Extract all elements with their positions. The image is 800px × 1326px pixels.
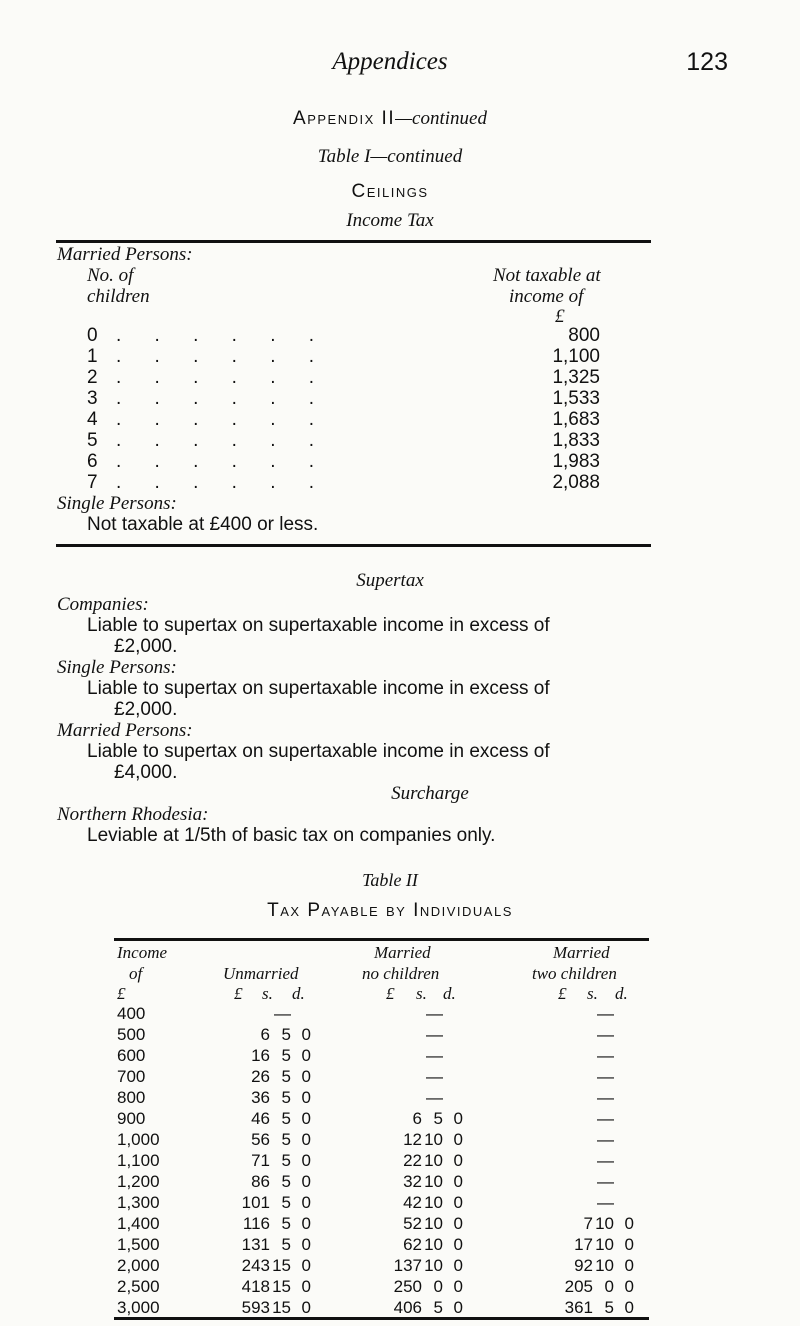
t2-married-two-h2: two children xyxy=(532,964,617,983)
supertax-married-text-1: Liable to supertax on supertaxable income in excess of xyxy=(87,741,550,762)
rule-top-table1 xyxy=(56,240,651,243)
table2-unmarried-1-1: 5 xyxy=(281,1025,291,1044)
table2-unmarried-6-0: 56 xyxy=(251,1130,270,1149)
table2-income-12: 2,000 xyxy=(117,1256,160,1275)
companies-text-2: £2,000. xyxy=(114,636,178,657)
table2-unmarried-2-0: 16 xyxy=(251,1046,270,1065)
t2-married-no-h2: no children xyxy=(362,964,440,983)
table1-amount-0: 800 xyxy=(568,325,600,346)
table2-unmarried-6-2: 0 xyxy=(301,1130,311,1149)
table1-children-7: 7 xyxy=(87,472,98,493)
running-header xyxy=(0,48,800,88)
supertax-single-text-2: £2,000. xyxy=(114,699,178,720)
t2-unit-mn-pound: £ xyxy=(386,984,395,1003)
table2-income-11: 1,500 xyxy=(117,1235,160,1254)
table2-unmarried-12-2: 0 xyxy=(301,1256,311,1275)
table2-unmarried-10-0: 116 xyxy=(242,1214,270,1233)
table2-unmarried-6-1: 5 xyxy=(281,1130,291,1149)
table2-married-two-10-0: 7 xyxy=(583,1214,593,1233)
table2-married-no-5-1: 5 xyxy=(433,1109,443,1128)
table2-married-no-13-1: 0 xyxy=(433,1277,443,1296)
table2-married-no-10-1: 10 xyxy=(424,1214,443,1233)
running-title: Appendices xyxy=(332,48,448,75)
table2-married-two-5-0: — xyxy=(597,1109,614,1128)
table2-income-3: 700 xyxy=(117,1067,146,1086)
table2-unmarried-2-1: 5 xyxy=(281,1046,291,1065)
dot-leader: . . . . . . xyxy=(116,346,329,367)
table1-amount-2: 1,325 xyxy=(552,367,600,388)
table2-married-two-9-0: — xyxy=(597,1193,614,1212)
table1-amount-1: 1,100 xyxy=(552,346,600,367)
t2-unit-income-pound: £ xyxy=(117,984,126,1003)
table2-income-9: 1,300 xyxy=(117,1193,160,1212)
table1-children-5: 5 xyxy=(87,430,98,451)
table1-amount-7: 2,088 xyxy=(552,472,600,493)
currency-label: £ xyxy=(555,306,565,327)
table2-unmarried-7-0: 71 xyxy=(251,1151,270,1170)
col-children-2: children xyxy=(87,286,150,307)
table2-title: Table II xyxy=(362,870,418,890)
table1-amount-5: 1,833 xyxy=(552,430,600,451)
rule-bottom-table2 xyxy=(114,1317,649,1320)
table2-married-no-8-2: 0 xyxy=(453,1172,463,1191)
table2-unmarried-3-0: 26 xyxy=(251,1067,270,1086)
table2-income-8: 1,200 xyxy=(117,1172,160,1191)
appendix-heading xyxy=(0,108,780,130)
table2-married-two-8-0: — xyxy=(597,1172,614,1191)
table2-unmarried-7-2: 0 xyxy=(301,1151,311,1170)
single-persons-text: Not taxable at £400 or less. xyxy=(87,514,319,535)
table2-married-two-13-0: 205 xyxy=(564,1277,593,1296)
table2-married-no-13-2: 0 xyxy=(453,1277,463,1296)
table2-married-two-14-1: 5 xyxy=(604,1298,614,1317)
table2-married-no-11-1: 10 xyxy=(424,1235,443,1254)
rule-bottom-table1 xyxy=(56,544,651,547)
table2-married-no-11-2: 0 xyxy=(453,1235,463,1254)
table2-married-two-4-0: — xyxy=(597,1088,614,1107)
t2-unit-um-s: s. xyxy=(262,984,273,1003)
table2-married-no-12-0: 137 xyxy=(393,1256,422,1275)
supertax-single-text-1: Liable to supertax on supertaxable income in excess of xyxy=(87,678,550,699)
table1-subsubtitle: Income Tax xyxy=(346,210,434,231)
supertax-single-label: Single Persons: xyxy=(57,657,177,678)
table2-unmarried-0-0: — xyxy=(274,1004,291,1023)
appendix-heading-main: Appendix II xyxy=(293,108,396,129)
dot-leader: . . . . . . xyxy=(116,325,329,346)
table2-married-no-7-0: 22 xyxy=(403,1151,422,1170)
table2-unmarried-11-2: 0 xyxy=(301,1235,311,1254)
table2-income-0: 400 xyxy=(117,1004,146,1023)
married-persons-label: Married Persons: xyxy=(57,244,193,265)
table2-income-10: 1,400 xyxy=(117,1214,160,1233)
table2-married-no-9-1: 10 xyxy=(424,1193,443,1212)
table2-unmarried-11-1: 5 xyxy=(281,1235,291,1254)
table2-married-two-14-0: 361 xyxy=(564,1298,593,1317)
table2-unmarried-5-1: 5 xyxy=(281,1109,291,1128)
t2-unmarried-h: Unmarried xyxy=(223,964,299,983)
table1-title: Table I—continued xyxy=(317,146,463,167)
table1-amount-4: 1,683 xyxy=(552,409,600,430)
table2-income-13: 2,500 xyxy=(117,1277,160,1296)
table2-married-two-10-1: 10 xyxy=(595,1214,614,1233)
supertax-married-text-2: £4,000. xyxy=(114,762,178,783)
northern-rhodesia-label: Northern Rhodesia: xyxy=(57,804,209,825)
table2-unmarried-14-1: 15 xyxy=(272,1298,291,1317)
table2-unmarried-13-1: 15 xyxy=(272,1277,291,1296)
table2-married-no-3-0: — xyxy=(426,1067,443,1086)
table2-married-no-14-2: 0 xyxy=(453,1298,463,1317)
table2-married-two-11-1: 10 xyxy=(595,1235,614,1254)
table2-married-no-1-0: — xyxy=(426,1025,443,1044)
supertax-title: Supertax xyxy=(356,570,424,591)
t2-income-h2: of xyxy=(129,964,143,983)
table2-married-two-11-2: 0 xyxy=(624,1235,634,1254)
table1-children-2: 2 xyxy=(87,367,98,388)
table2-married-no-12-2: 0 xyxy=(453,1256,463,1275)
single-persons-label: Single Persons: xyxy=(57,493,177,514)
table2-married-two-7-0: — xyxy=(597,1151,614,1170)
table2-unmarried-12-0: 243 xyxy=(241,1256,270,1275)
table2-unmarried-7-1: 5 xyxy=(281,1151,291,1170)
table2-unmarried-4-1: 5 xyxy=(281,1088,291,1107)
table2-married-two-10-2: 0 xyxy=(624,1214,634,1233)
t2-unit-um-d: d. xyxy=(292,984,305,1003)
dot-leader: . . . . . . xyxy=(116,472,329,493)
table2-income-2: 600 xyxy=(117,1046,146,1065)
col-income-1: Not taxable at xyxy=(493,265,601,286)
table1-children-4: 4 xyxy=(87,409,98,430)
table2-married-no-9-2: 0 xyxy=(453,1193,463,1212)
appendix-heading-cont: —continued xyxy=(395,108,487,129)
table2-unmarried-9-0: 101 xyxy=(241,1193,270,1212)
table1-children-6: 6 xyxy=(87,451,98,472)
table2-married-no-8-1: 10 xyxy=(424,1172,443,1191)
table2-married-no-2-0: — xyxy=(426,1046,443,1065)
companies-text-1: Liable to supertax on supertaxable income in excess of xyxy=(87,615,550,636)
table2-married-two-13-1: 0 xyxy=(604,1277,614,1296)
table2-unmarried-12-1: 15 xyxy=(272,1256,291,1275)
table2-married-no-10-2: 0 xyxy=(453,1214,463,1233)
table1-children-0: 0 xyxy=(87,325,98,346)
table2-unmarried-5-0: 46 xyxy=(251,1109,270,1128)
t2-unit-mn-d: d. xyxy=(443,984,456,1003)
table2-married-no-14-1: 5 xyxy=(433,1298,443,1317)
table2-married-two-3-0: — xyxy=(597,1067,614,1086)
table2-unmarried-13-0: 418 xyxy=(241,1277,270,1296)
table2-income-6: 1,000 xyxy=(117,1130,160,1149)
rule-top-table2 xyxy=(114,938,649,941)
table2-unmarried-14-0: 593 xyxy=(241,1298,270,1317)
table2-married-two-1-0: — xyxy=(597,1025,614,1044)
t2-unit-mt-s: s. xyxy=(587,984,598,1003)
table2-married-two-14-2: 0 xyxy=(624,1298,634,1317)
surcharge-title: Surcharge xyxy=(391,783,469,804)
t2-married-two-h1: Married xyxy=(553,943,610,962)
table2-unmarried-5-2: 0 xyxy=(301,1109,311,1128)
companies-label: Companies: xyxy=(57,594,149,615)
table2-married-no-4-0: — xyxy=(426,1088,443,1107)
table2-married-two-11-0: 17 xyxy=(574,1235,593,1254)
table2-income-1: 500 xyxy=(117,1025,146,1044)
table2-married-no-5-2: 0 xyxy=(453,1109,463,1128)
table2-unmarried-1-2: 0 xyxy=(301,1025,311,1044)
table2-unmarried-13-2: 0 xyxy=(301,1277,311,1296)
table2-married-no-6-0: 12 xyxy=(403,1130,422,1149)
table2-married-two-6-0: — xyxy=(597,1130,614,1149)
table2-married-no-6-1: 10 xyxy=(424,1130,443,1149)
table2-married-two-12-0: 92 xyxy=(574,1256,593,1275)
table2-unmarried-8-1: 5 xyxy=(281,1172,291,1191)
page-number: 123 xyxy=(686,48,728,76)
table2-unmarried-10-1: 5 xyxy=(281,1214,291,1233)
table2-married-no-10-0: 52 xyxy=(403,1214,422,1233)
table2-married-no-13-0: 250 xyxy=(393,1277,422,1296)
table1-children-3: 3 xyxy=(87,388,98,409)
table1-subtitle: Ceilings xyxy=(351,181,429,202)
table2-married-no-5-0: 6 xyxy=(412,1109,422,1128)
table2-married-two-2-0: — xyxy=(597,1046,614,1065)
t2-unit-um-pound: £ xyxy=(234,984,243,1003)
dot-leader: . . . . . . xyxy=(116,409,329,430)
table1-children-1: 1 xyxy=(87,346,98,367)
dot-leader: . . . . . . xyxy=(116,367,329,388)
dot-leader: . . . . . . xyxy=(116,451,329,472)
table2-unmarried-1-0: 6 xyxy=(260,1025,270,1044)
supertax-married-label: Married Persons: xyxy=(57,720,193,741)
table2-unmarried-4-0: 36 xyxy=(251,1088,270,1107)
table2-married-no-12-1: 10 xyxy=(424,1256,443,1275)
table2-unmarried-9-2: 0 xyxy=(301,1193,311,1212)
table2-married-no-6-2: 0 xyxy=(453,1130,463,1149)
table2-married-no-14-0: 406 xyxy=(393,1298,422,1317)
dot-leader: . . . . . . xyxy=(116,388,329,409)
table2-subtitle: Tax Payable by Individuals xyxy=(267,900,513,921)
t2-married-no-h1: Married xyxy=(374,943,431,962)
col-income-2: income of xyxy=(509,286,584,307)
table1-amount-6: 1,983 xyxy=(552,451,600,472)
table1-amount-3: 1,533 xyxy=(552,388,600,409)
table2-unmarried-3-2: 0 xyxy=(301,1067,311,1086)
col-children-1: No. of xyxy=(87,265,134,286)
dot-leader: . . . . . . xyxy=(116,430,329,451)
table2-unmarried-4-2: 0 xyxy=(301,1088,311,1107)
table2-married-no-0-0: — xyxy=(426,1004,443,1023)
table2-unmarried-3-1: 5 xyxy=(281,1067,291,1086)
table2-married-no-7-2: 0 xyxy=(453,1151,463,1170)
t2-unit-mt-d: d. xyxy=(615,984,628,1003)
table2-married-no-7-1: 10 xyxy=(424,1151,443,1170)
table2-unmarried-9-1: 5 xyxy=(281,1193,291,1212)
table2-unmarried-10-2: 0 xyxy=(301,1214,311,1233)
table2-married-no-9-0: 42 xyxy=(403,1193,422,1212)
table2-married-two-0-0: — xyxy=(597,1004,614,1023)
table2-unmarried-14-2: 0 xyxy=(301,1298,311,1317)
table2-married-two-13-2: 0 xyxy=(624,1277,634,1296)
table2-income-5: 900 xyxy=(117,1109,146,1128)
t2-income-h1: Income xyxy=(117,943,168,962)
table2-unmarried-11-0: 131 xyxy=(241,1235,270,1254)
table2-unmarried-8-2: 0 xyxy=(301,1172,311,1191)
table2-married-no-8-0: 32 xyxy=(403,1172,422,1191)
table2-married-no-11-0: 62 xyxy=(403,1235,422,1254)
table2-unmarried-2-2: 0 xyxy=(301,1046,311,1065)
table2-income-4: 800 xyxy=(117,1088,146,1107)
t2-unit-mt-pound: £ xyxy=(558,984,567,1003)
table2-income-7: 1,100 xyxy=(117,1151,160,1170)
northern-rhodesia-text: Leviable at 1/5th of basic tax on companies only. xyxy=(87,825,496,846)
t2-unit-mn-s: s. xyxy=(416,984,427,1003)
table2-married-two-12-2: 0 xyxy=(624,1256,634,1275)
table2-married-two-12-1: 10 xyxy=(595,1256,614,1275)
table2-income-14: 3,000 xyxy=(117,1298,160,1317)
table2-unmarried-8-0: 86 xyxy=(251,1172,270,1191)
